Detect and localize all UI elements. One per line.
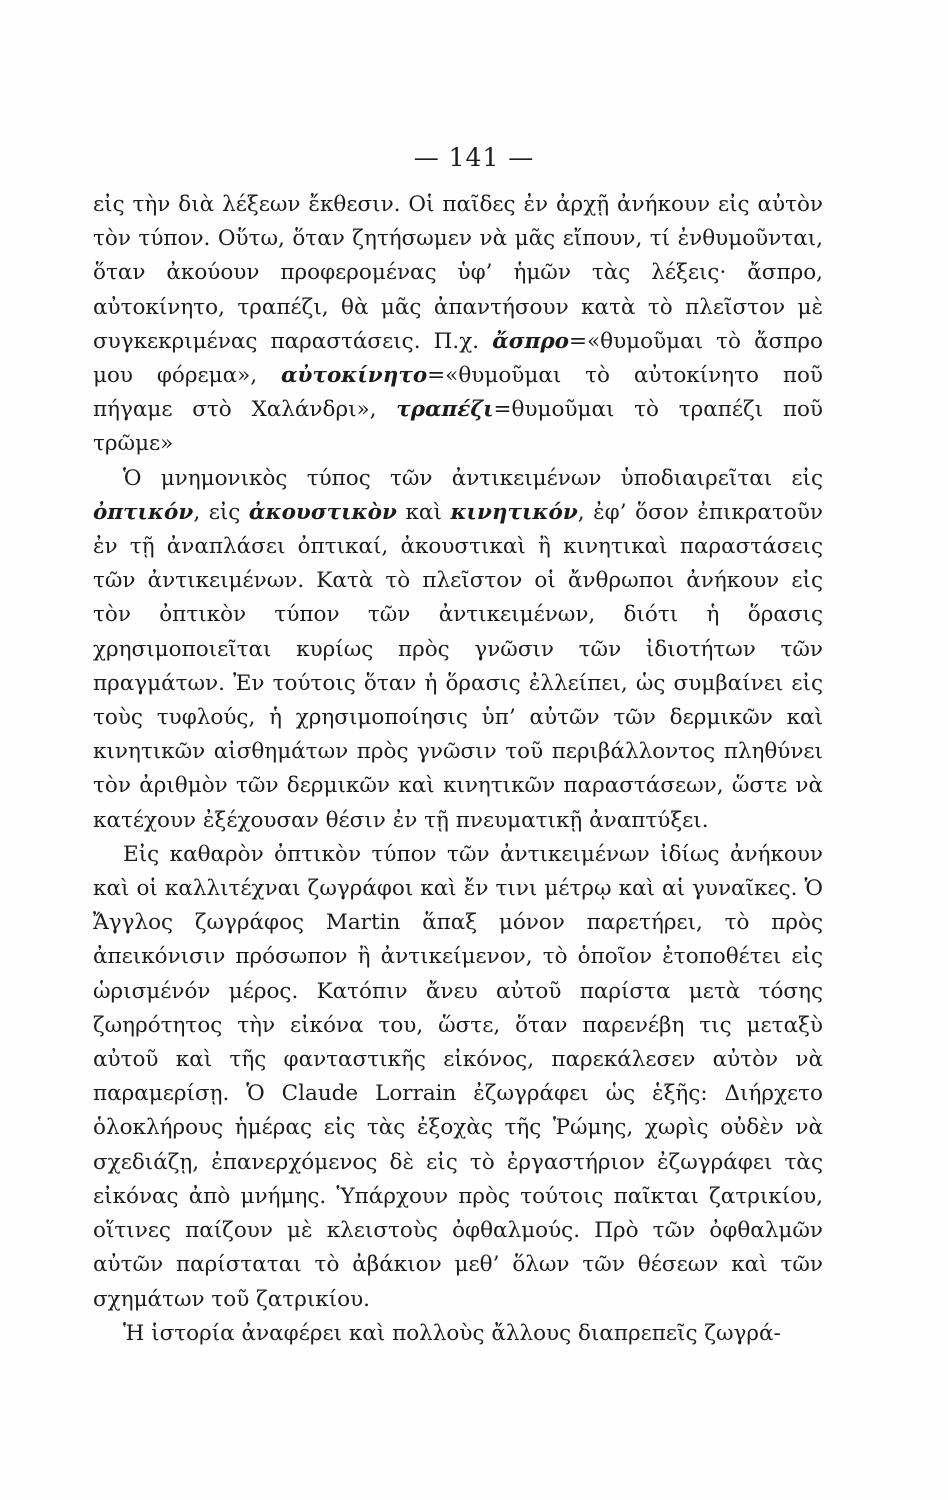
emphasized-term: ὀπτικόν (93, 499, 194, 525)
paragraph (93, 838, 823, 1317)
text-run: καὶ (396, 499, 451, 525)
emphasized-term: ἄσπρο (492, 328, 569, 354)
emphasized-term: κινητικόν (450, 499, 578, 525)
emphasized-term: ἀκουστικὸν (248, 499, 397, 525)
emphasized-term: αὐτοκίνητο (281, 363, 428, 389)
text-run: εἰς τὴν διὰ λέξεων ἔκθεσιν. Οἱ παῖδες ἐν ἀρχῇ ἀνήκουν εἰς αὐτὸν τὸν τύπον. Οὕτω, ὅταν ζητήσωμεν νὰ μᾶς εἴπουν, τί ἐνθυμοῦνται, ὅταν ἀκούουν προφερομένας ὑφ’ ἡμῶν τὰς λέξεις· ἄσπρο, αὐτοκίνητο, τραπέζι, θὰ μᾶς ἀπαντήσουν κατὰ τὸ πλεῖστον μὲ συγκεκριμένας παραστάσεις. Π.χ. (93, 192, 823, 354)
text-run: =«θυμοῦμαι τὸ αὐτοκίνητο ποῦ πήγαμε στὸ Χαλάνδρι», (93, 363, 823, 423)
paragraph (93, 188, 823, 462)
emphasized-term: τραπέζι (396, 397, 494, 423)
paragraph (93, 462, 823, 838)
text-run: Ἡ ἱστορία ἀναφέρει καὶ πολλοὺς ἄλλους διαπρεπεῖς ζωγρά- (123, 1320, 781, 1346)
text-run: , εἰς (193, 499, 249, 525)
text-run: =«θυμοῦμαι τὸ ἄσπρο μου φόρεμα», (93, 328, 824, 389)
text-body (93, 188, 823, 1351)
text-run: =θυμοῦμαι τὸ τραπέζι ποῦ τρῶμε» (93, 397, 823, 457)
paragraph (93, 1317, 823, 1351)
page-number: — 141 — (413, 143, 535, 172)
text-run: Εἰς καθαρὸν ὀπτικὸν τύπον τῶν ἀντικειμένων ἰδίως ἀνήκουν καὶ οἱ καλλιτέχναι ζωγράφοι καὶ ἔν τινι μέτρῳ καὶ αἱ γυναῖκες. Ὁ Ἄγγλος ζωγράφος Martin ἅπαξ μόνον παρετήρει, τὸ πρὸς ἀπεικόνισιν πρόσωπον ἢ ἀντικείμενον, τὸ ὁποῖον ἐτοποθέτει εἰς ὡρισμένόν μέρος. Κατόπιν ἄνευ αὐτοῦ παρίστα μετὰ τόσης ζωηρότητος τὴν εἰκόνα του, ὥστε, ὅταν παρενέβη τις μεταξὺ αὐτοῦ καὶ τῆς φανταστικῆς εἰκόνος, παρεκάλεσεν αὐτὸν νὰ παραμερίσῃ. Ὁ Claude Lorrain ἐζωγράφει ὡς ἑξῆς: Διήρχετο ὁλοκλήρους ἡμέρας εἰς τὰς ἐξοχὰς τῆς Ῥώμης, χωρὶς οὐδὲν νὰ σχεδιάζῃ, ἐπανερχόμενος δὲ εἰς τὸ ἐργαστήριον ἐζωγράφει τὰς εἰκόνας ἀπὸ μνήμης. Ὑπάρχουν πρὸς τούτοις παῖκται ζατρικίου, οἵτινες παίζουν μὲ κλειστοὺς ὀφθαλμούς. Πρὸ τῶν ὀφθαλμῶν αὐτῶν παρίσταται τὸ ἀβάκιον μεθ’ ὅλων τῶν θέσεων καὶ τῶν σχημάτων τοῦ ζατρικίου. (93, 841, 823, 1312)
text-run: , ἐφ’ ὅσον ἐπικρατοῦν ἐν τῇ ἀναπλάσει ὀπτικαί, ἀκουστικαὶ ἢ κινητικαὶ παραστάσεις τῶν ἀντικειμένων. Κατὰ τὸ πλεῖστον οἱ ἄνθρωποι ἀνήκουν εἰς τὸν ὀπτικὸν τύπον τῶν ἀντικειμένων, διότι ἡ ὅρασις χρησιμοποιεῖται κυρίως πρὸς γνῶσιν τῶν ἰδιοτήτων τῶν πραγμάτων. Ἐν τούτοις ὅταν ἡ ὅρασις ἐλλείπει, ὡς συμβαίνει εἰς τοὺς τυφλούς, ἡ χρησιμοποίησις ὑπ’ αὐτῶν τῶν δερμικῶν καὶ κινητικῶν αἰσθημάτων πρὸς γνῶσιν τοῦ περιβάλλοντος πληθύνει τὸν ἀριθμὸν τῶν δερμικῶν καὶ κινητικῶν παραστάσεων, ὥστε νὰ κατέχουν ἐξέχουσαν θέσιν ἐν τῇ πνευματικῇ ἀναπτύξει. (93, 499, 823, 833)
text-run: Ὁ μνημονικὸς τύπος τῶν ἀντικειμένων ὑποδιαιρεῖται εἰς (123, 465, 823, 491)
